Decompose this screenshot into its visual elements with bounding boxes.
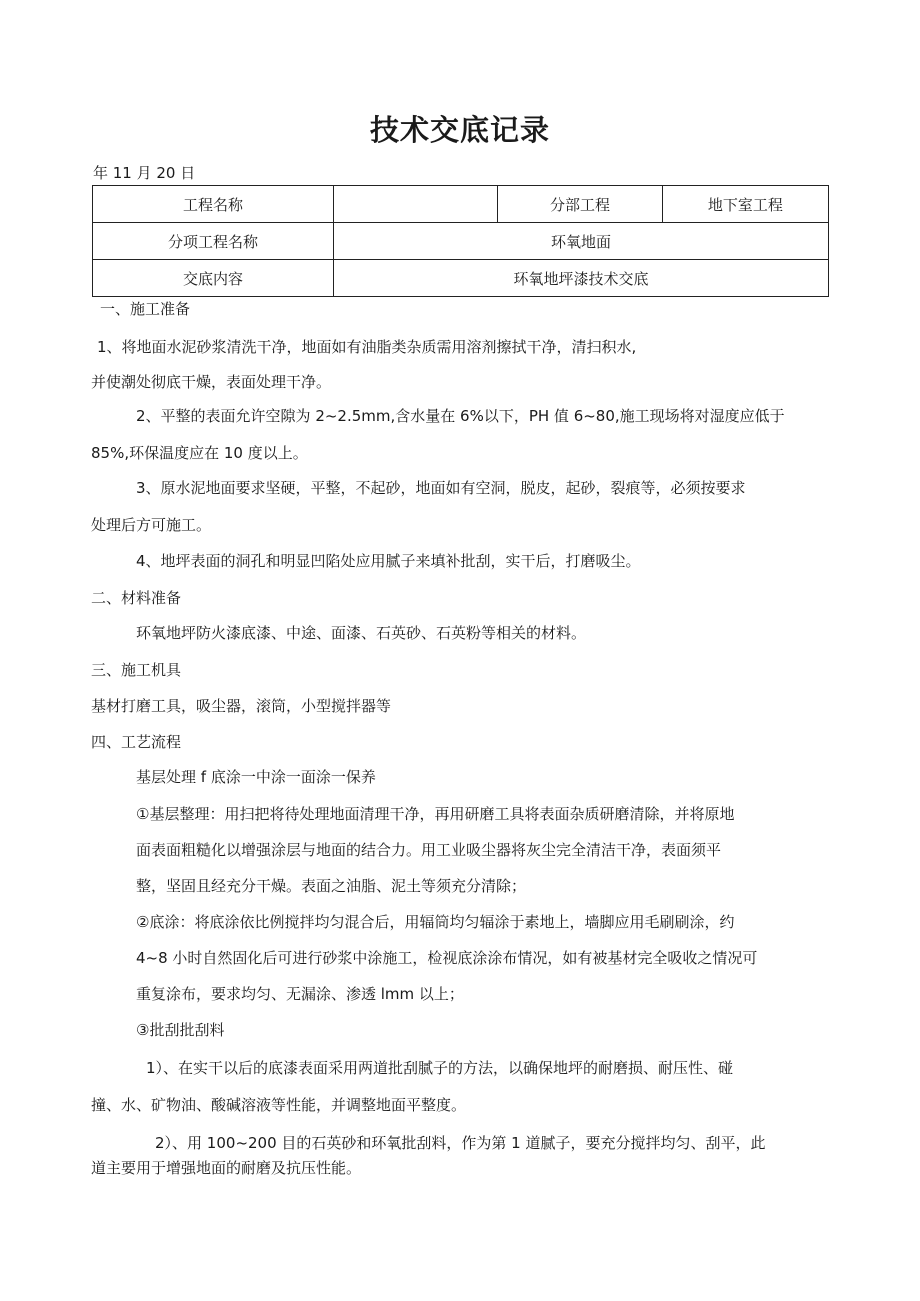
paragraph-line: ②底涂：将底涂依比例搅拌均匀混合后，用辐筒均匀辐涂于素地上，墙脚应用毛刷刷涂，约 bbox=[136, 913, 735, 931]
table-row bbox=[93, 186, 829, 223]
subitem-label: 分项工程名称 bbox=[93, 223, 334, 260]
paragraph-line: 并使潮处彻底干燥，表面处理干净。 bbox=[91, 373, 332, 391]
section-heading: 一、施工准备 bbox=[100, 300, 191, 318]
paragraph-line: 4~8 小时自然固化后可进行砂浆中涂施工，检视底涂涂布情况，如有被基材完全吸收之情况可 bbox=[136, 949, 758, 967]
section-heading: 四、工艺流程 bbox=[91, 733, 182, 751]
table-row bbox=[93, 223, 829, 260]
paragraph-line: 处理后方可施工。 bbox=[91, 516, 212, 534]
section-heading: 二、材料准备 bbox=[91, 589, 182, 607]
paragraph-line: 85%,环保温度应在 10 度以上。 bbox=[91, 444, 308, 462]
project-name-value bbox=[334, 186, 498, 223]
division-value: 地下室工程 bbox=[662, 186, 828, 223]
paragraph-line: 1、将地面水泥砂浆清洗干净，地面如有油脂类杂质需用溶剂擦拭干净，清扫积水, bbox=[97, 338, 637, 356]
paragraph-line: 面表面粗糙化以增强涂层与地面的结合力。用工业吸尘器将灰尘完全清洁干净，表面须平 bbox=[136, 841, 722, 859]
paragraph-line: 整，坚固且经充分干燥。表面之油脂、泥土等须充分清除； bbox=[136, 877, 527, 895]
division-label: 分部工程 bbox=[498, 186, 662, 223]
paragraph-line: 2、平整的表面允许空隙为 2~2.5mm,含水量在 6%以下，PH 值 6~80,施工现场将对湿度应低于 bbox=[136, 407, 785, 425]
project-name-label: 工程名称 bbox=[93, 186, 334, 223]
paragraph-line: 4、地坪表面的洞孔和明显凹陷处应用腻子来填补批刮，实干后，打磨吸尘。 bbox=[136, 552, 641, 570]
paragraph-line: 撞、水、矿物油、酸碱溶液等性能，并调整地面平整度。 bbox=[91, 1096, 467, 1114]
paragraph-line: 基层处理 f 底涂一中涂一面涂一保养 bbox=[136, 768, 376, 786]
paragraph-line: 1）、在实干以后的底漆表面采用两道批刮腻子的方法，以确保地坪的耐磨损、耐压性、碰 bbox=[146, 1059, 734, 1077]
section-heading: 三、施工机具 bbox=[91, 661, 182, 679]
paragraph-line: 3、原水泥地面要求坚硬，平整，不起砂，地面如有空洞，脱皮，起砂，裂痕等，必须按要求 bbox=[136, 479, 746, 497]
table-row bbox=[93, 260, 829, 297]
paragraph-line: 道主要用于增强地面的耐磨及抗压性能。 bbox=[91, 1159, 362, 1177]
paragraph-line: 环氧地坪防火漆底漆、中途、面漆、石英砂、石英粉等相关的材料。 bbox=[136, 624, 587, 642]
paragraph-line: ③批刮批刮料 bbox=[136, 1021, 225, 1039]
subitem-value: 环氧地面 bbox=[334, 223, 829, 260]
record-date: 年 11 月 20 日 bbox=[93, 164, 196, 182]
content-label: 交底内容 bbox=[93, 260, 334, 297]
info-table bbox=[92, 185, 829, 297]
paragraph-line: 重复涂布，要求均匀、无漏涂、渗透 lmm 以上； bbox=[136, 985, 464, 1003]
content-value: 环氧地坪漆技术交底 bbox=[334, 260, 829, 297]
paragraph-line: 2）、用 100~200 目的石英砂和环氧批刮料，作为第 1 道腻子，要充分搅拌均匀、刮平，此 bbox=[155, 1134, 766, 1152]
paragraph-line: ①基层整理：用扫把将待处理地面清理干净，再用研磨工具将表面杂质研磨清除，并将原地 bbox=[136, 805, 735, 823]
paragraph-line: 基材打磨工具，吸尘器，滚筒，小型搅拌器等 bbox=[91, 697, 392, 715]
page-title: 技术交底记录 bbox=[369, 113, 550, 147]
